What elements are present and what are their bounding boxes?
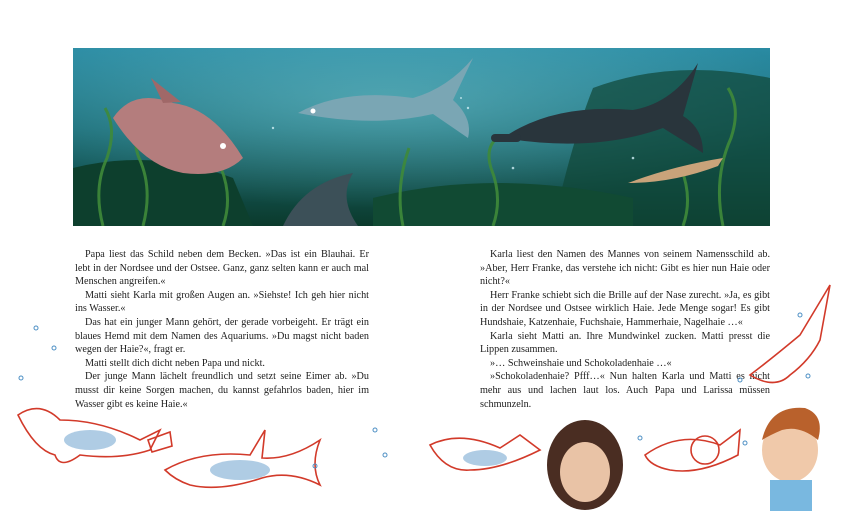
right-page-text xyxy=(480,248,770,411)
paragraph: Der junge Mann lächelt freundlich und setzt seine Eimer ab. »Du musst dir keine Sorgen machen, du kannst gefahrlos baden, hier im Wasser gibt es keine Haie.« xyxy=(75,371,369,410)
shark-doodle-icon xyxy=(430,435,540,470)
paragraph: Das hat ein junger Mann gehört, der gerade vorbeigeht. Er trägt ein blaues Hemd mit dem Namen des Aquariums. »Du magst nicht baden wegen der Haie?«, fragt er. xyxy=(75,316,369,356)
shark-doodle-icon xyxy=(165,430,320,487)
paragraph: Karla liest den Namen des Mannes von seinem Namensschild ab. »Aber, Herr Franke, das verstehe ich nicht: Gibt es hier nun Haie oder nicht?« xyxy=(480,249,770,288)
paragraph: Matti stellt dich dicht neben Papa und nickt. xyxy=(85,357,265,369)
shark-doodle-icon xyxy=(645,430,740,471)
paragraph: Papa liest das Schild neben dem Becken. »Das ist ein Blauhai. Er lebt in der Nordsee und der Ostsee. Ganz, ganz selten kann er auch mal Menschen angreifen.« xyxy=(75,249,369,288)
paragraph: »Schokoladenhaie? Pfff…« Nun halten Karla und Matti es nicht mehr aus und lachen laut los. Auch Papa und Larissa müssen schmunzeln. xyxy=(480,371,770,410)
paragraph: Matti sieht Karla mit großen Augen an. »Siehste! Ich geh hier nicht ins Wasser.« xyxy=(75,289,369,315)
left-page-text xyxy=(75,248,369,411)
shark-doodle-icon xyxy=(18,409,160,463)
bucket-icon xyxy=(148,432,172,452)
girl-character xyxy=(547,420,623,510)
paragraph: Karla sieht Matti an. Ihre Mundwinkel zucken. Matti presst die Lippen zusammen. xyxy=(480,330,770,356)
boy-character xyxy=(762,408,820,511)
paragraph: »… Schweinshaie und Schokoladenhaie …« xyxy=(490,357,672,369)
paragraph: Herr Franke schiebt sich die Brille auf der Nase zurecht. »Ja, es gibt in der Nordsee und Ostsee wirklich Haie. Jede Menge sogar! Es gibt Hundshaie, Katzenhaie, Fuchshaie, Hammerhaie, Nagelhaie …« xyxy=(480,289,770,328)
aquarium-illustration xyxy=(73,48,770,226)
